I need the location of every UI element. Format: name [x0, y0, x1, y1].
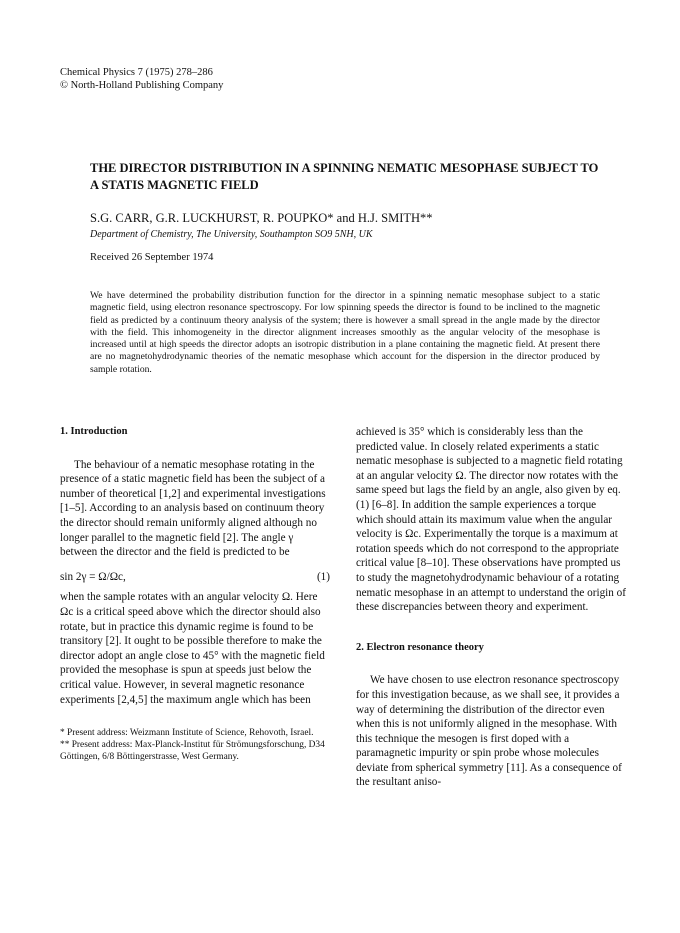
section-heading-introduction: 1. Introduction [60, 426, 128, 437]
right-column [356, 425, 626, 790]
received-date: Received 26 September 1974 [90, 252, 214, 263]
section-heading-electron-resonance: 2. Electron resonance theory [356, 641, 484, 653]
abstract-text: We have determined the probability distribution function for the director in a spinning nematic mesophase subject to a static magnetic field, using electron resonance spectroscopy. For low spinning speeds the director is found to be inclined to the magnetic field as predicted by a continuum theory analysis of the system; there is however a small spread in the angle made by the director with the field. This inhomogeneity in the director alignment increases smoothly as the angular velocity of the mesophase is increased until at high speeds the director adopts an isotropic distribution in a plane containing the magnetic field. At present there are no magnetohydrodynamic theories of the nematic mesophase which account for the dispersion in the director produced by sample rotation. [90, 290, 600, 375]
copyright-line: © North-Holland Publishing Company [60, 80, 224, 91]
equation-1 [60, 570, 330, 585]
footnotes [60, 727, 330, 763]
footnote: ** Present address: Max-Planck-Institut für Strömungsforschung, D34 Göttingen, 6/8 Böttingerstrasse, West Germany. [60, 740, 325, 763]
abstract [90, 290, 600, 376]
journal-line: Chemical Physics 7 (1975) 278–286 [60, 67, 213, 78]
affiliation: Department of Chemistry, The University, Southampton SO9 5NH, UK [90, 229, 373, 240]
title-line-2: A STATIS MAGNETIC FIELD [90, 178, 259, 192]
left-column [60, 425, 330, 763]
journal-citation [60, 66, 223, 92]
article-title [90, 160, 610, 194]
equation-number: (1) [316, 570, 330, 583]
paragraph: when the sample rotates with an angular velocity Ω. Here Ωc is a critical speed above which the director should also rotate, but in practice this dynamic regime is found to be transitory [2]. It ought to be possible therefore to make the director adopt an angle close to 45° with the magnetic field provided the mesophase is spun at speeds just below the critical value. However, in several magnetic resonance experiments [2,4,5] the maximum angle which has been [60, 591, 325, 706]
paragraph: achieved is 35° which is considerably less than the predicted value. In closely related experiments a static nematic mesophase is subjected to a magnetic field rotating at an angular velocity Ω. The director now rotates with the same speed but lags the field by an angle, also given by eq. (1) [6–8]. In addition the sample experiences a torque which should attain its maximum value when the angular velocity is Ωc. Experimentally the torque is a maximum at rotation speeds which do not correspond to the appropriate critical value [8–10]. These observations have prompted us to study the magnetohydrodynamic behaviour of a rotating nematic mesophase in an attempt to understand the origin of these discrepancies between theory and experiment. [356, 426, 626, 614]
equation-text: sin 2γ = Ω/Ωc, [60, 570, 126, 583]
title-line-1: THE DIRECTOR DISTRIBUTION IN A SPINNING NEMATIC MESOPHASE SUBJECT TO [90, 161, 599, 175]
paragraph: The behaviour of a nematic mesophase rotating in the presence of a static magnetic field has been the subject of a number of theoretical [1,2] and experimental investigations [1–5]. According to an analysis based on continuum theory the director should remain uniformly aligned although no longer parallel to the magnetic field [2]. The angle γ between the director and the field is predicted to be [60, 458, 326, 559]
author-list: S.G. CARR, G.R. LUCKHURST, R. POUPKO* and H.J. SMITH** [90, 211, 433, 225]
paragraph: We have chosen to use electron resonance spectroscopy for this investigation because, as we shall see, it provides a way of determining the distribution of the director even when this is not uniformly aligned in the mesophase. With this technique the mesogen is first doped with a paramagnetic impurity or spin probe whose molecules deviate from spherical symmetry [11]. As a consequence of the resultant aniso- [356, 674, 622, 789]
footnote: * Present address: Weizmann Institute of Science, Rehovoth, Israel. [60, 728, 314, 739]
